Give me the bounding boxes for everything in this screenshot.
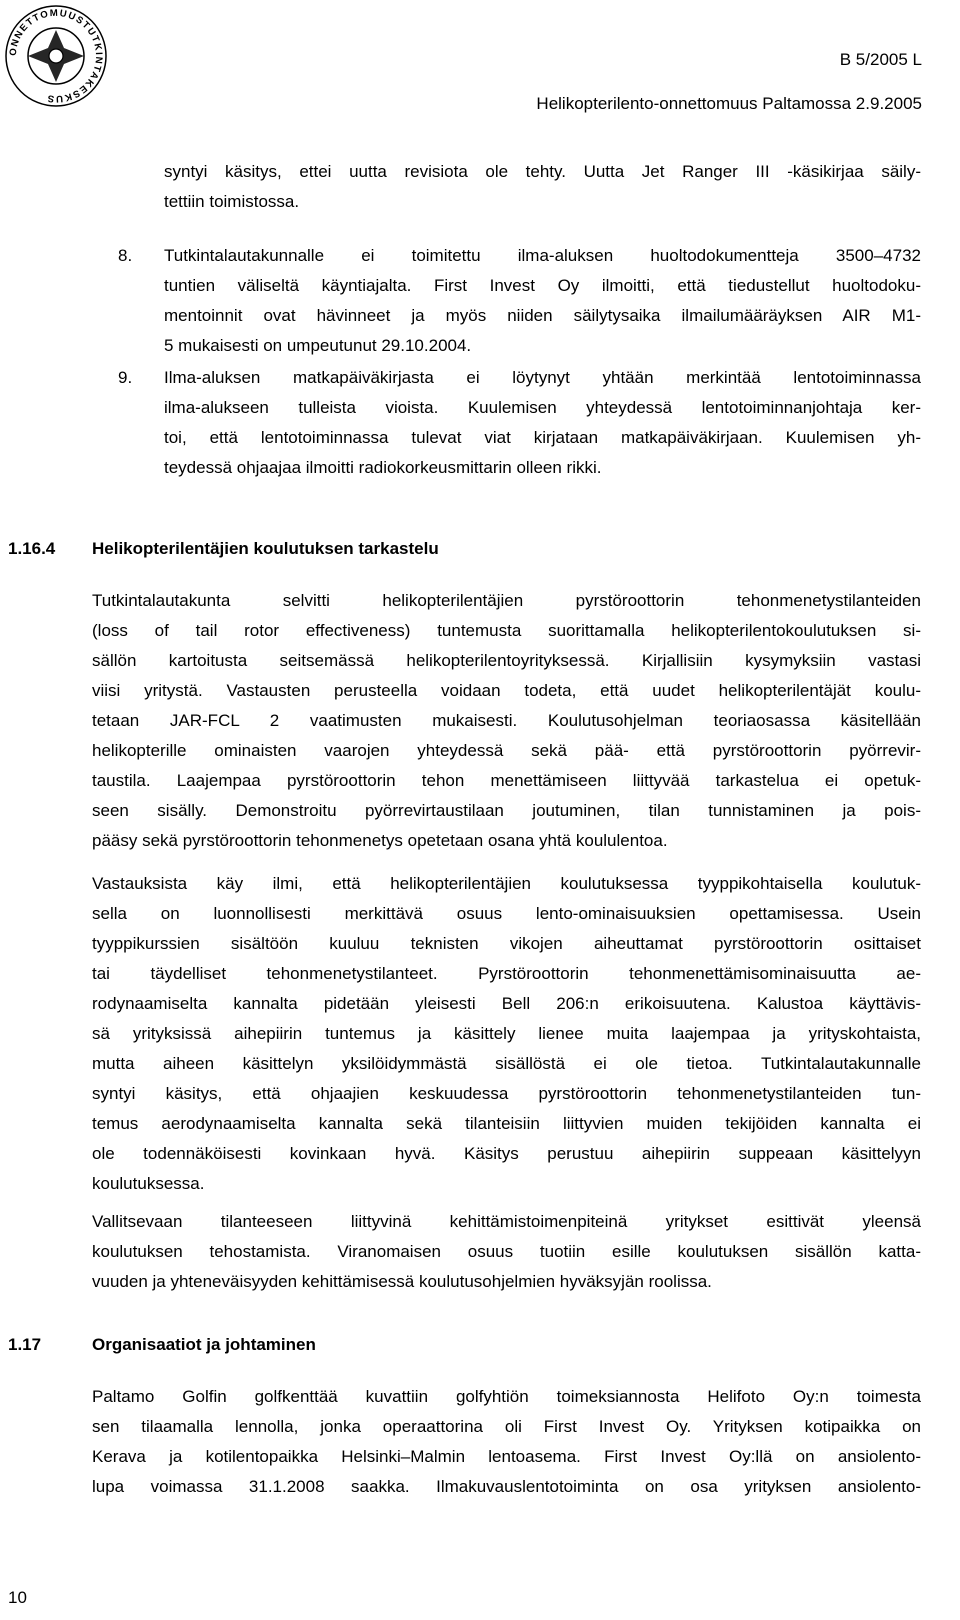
text-line: viisi yritystä. Vastausten perusteella voidaan todeta, että uudet helikopterilentäjät koulu- (92, 681, 921, 700)
text-line: mentoinnit ovat hävinneet ja myös niiden säilytysaika ilmailumääräyksen AIR M1- (164, 306, 921, 325)
text-line: helikopterille ominaisten vaarojen yhteydessä sekä pää- että pyrstöroottorin pyörrevir- (92, 741, 921, 760)
text-line: Kerava ja kotilentopaikka Helsinki–Malmin lentoasema. First Invest Oy:llä on ansiolento- (92, 1447, 921, 1466)
text-line: vuuden ja yhteneväisyyden kehittämisessä koulutusohjelmien hyväksyjän roolissa. (92, 1272, 712, 1291)
text-line: sella on luonnollisesti merkittävä osuus lento-ominaisuuksien opettamisessa. Usein (92, 904, 921, 923)
text-line: tettiin toimistossa. (164, 192, 300, 211)
text-line: sä yrityksissä aihepiirin tuntemus ja käsittely lienee muita laajempaa ja yrityskohtaista, (92, 1024, 921, 1043)
text-line: tetaan JAR-FCL 2 vaatimusten mukaisesti. Koulutusohjelman teoriaosassa käsitellään (92, 711, 921, 730)
report-title: Helikopterilento-onnettomuus Paltamossa 2.9.2005 (536, 94, 922, 113)
text-line: syntyi käsitys, ettei uutta revisiota ole tehty. Uutta Jet Ranger III -käsikirjaa säily- (164, 162, 921, 181)
continuation-paragraph (164, 157, 921, 217)
text-line: toi, että lentotoiminnassa tulevat viat kirjataan matkapäiväkirjaan. Kuulemisen yh- (164, 428, 921, 447)
paragraph (92, 1207, 921, 1297)
list-item-9 (164, 363, 921, 483)
text-line: sen tilaamalla lennolla, jonka operaattorina oli First Invest Oy. Yrityksen kotipaikka on (92, 1417, 921, 1436)
agency-seal-logo (0, 0, 112, 112)
report-id: B 5/2005 L (839, 50, 922, 69)
text-line: koulutuksen tehostamista. Viranomaisen osuus tuotiin esille koulutuksen sisällön katta- (92, 1242, 921, 1261)
text-line: pääsy sekä pyrstöroottorin tehonmenetys opetetaan osana yhtä koululentoa. (92, 831, 668, 850)
text-line: rodynaamiselta kannalta pidetään yleisesti Bell 206:n erikoisuutena. Kalustoa käyttävis- (92, 994, 921, 1013)
text-line: syntyi käsitys, että ohjaajien keskuudessa pyrstöroottorin tehonmenetystilanteiden tun- (92, 1084, 921, 1103)
text-line: temus aerodynaamiselta kannalta sekä tilanteisiin liittyvien muiden tekijöiden kannalta ei (92, 1114, 921, 1133)
text-line: seen sisälly. Demonstroitu pyörrevirtaustilaan joutuminen, tilan tunnistaminen ja pois- (92, 801, 921, 820)
list-number: 9. (118, 368, 133, 387)
section-number: 1.16.4 (8, 539, 56, 558)
section-heading: Organisaatiot ja johtaminen (92, 1335, 316, 1354)
page-number: 10 (8, 1588, 27, 1607)
text-line: ilma-alukseen tulleista vioista. Kuulemisen yhteydessä lentotoiminnanjohtaja ker- (164, 398, 921, 417)
svg-text:ONNETTOMUUSTUTKINTAKESKUS: ONNETTOMUUSTUTKINTAKESKUS (7, 7, 105, 105)
list-number: 8. (118, 246, 133, 265)
text-line: Tutkintalautakunnalle ei toimitettu ilma-aluksen huoltodokumentteja 3500–4732 (164, 246, 921, 265)
text-line: Vallitsevaan tilanteeseen liittyvinä kehittämistoimenpiteinä yritykset esittivät yleensä (92, 1212, 921, 1231)
text-line: ole todennäköisesti kovinkaan hyvä. Käsitys perustuu aihepiirin suppeaan käsittelyyn (92, 1144, 921, 1163)
text-line: taustila. Laajempaa pyrstöroottorin tehon menettämiseen liittyvää tarkastelua ei opetuk- (92, 771, 921, 790)
text-line: Ilma-aluksen matkapäiväkirjasta ei löytynyt yhtään merkintää lentotoiminnassa (164, 368, 921, 387)
list-item-8 (164, 241, 921, 361)
text-line: tai täydelliset tehonmenetystilanteet. Pyrstöroottorin tehonmenettämisominaisuutta ae- (92, 964, 921, 983)
paragraph (92, 586, 921, 856)
section-heading: Helikopterilentäjien koulutuksen tarkastelu (92, 539, 439, 558)
text-line: teydessä ohjaajaa ilmoitti radiokorkeusmittarin olleen rikki. (164, 458, 602, 477)
text-line: Vastauksista käy ilmi, että helikopterilentäjien koulutuksessa tyyppikohtaisella koulutuk- (92, 874, 921, 893)
text-line: sällön kartoitusta seitsemässä helikopterilentoyrityksessä. Kirjallisiin kysymyksiin vastasi (92, 651, 921, 670)
text-line: (loss of tail rotor effectiveness) tuntemusta suorittamalla helikopterilentokoulutuksen si- (92, 621, 921, 640)
text-line: koulutuksessa. (92, 1174, 205, 1193)
text-line: mutta aiheen käsittelyn yksilöidymmästä sisällöstä ei ole tietoa. Tutkintalautakunnalle (92, 1054, 921, 1073)
section-number: 1.17 (8, 1335, 42, 1354)
paragraph (92, 1382, 921, 1502)
text-line: tyyppikurssien sisältöön kuuluu teknisten vikojen aiheuttamat pyrstöroottorin osittaiset (92, 934, 921, 953)
text-line: Tutkintalautakunta selvitti helikopterilentäjien pyrstöroottorin tehonmenetystilanteiden (92, 591, 921, 610)
paragraph (92, 869, 921, 1199)
text-line: 5 mukaisesti on umpeutunut 29.10.2004. (164, 336, 472, 355)
text-line: Paltamo Golfin golfkenttää kuvattiin golfyhtiön toimeksiannosta Helifoto Oy:n toimesta (92, 1387, 921, 1406)
text-line: lupa voimassa 31.1.2008 saakka. Ilmakuvauslentotoiminta on osa yrityksen ansiolento- (92, 1477, 921, 1496)
text-line: tuntien väliseltä käyntiajalta. First Invest Oy ilmoitti, että tiedustellut huoltodoku- (164, 276, 921, 295)
